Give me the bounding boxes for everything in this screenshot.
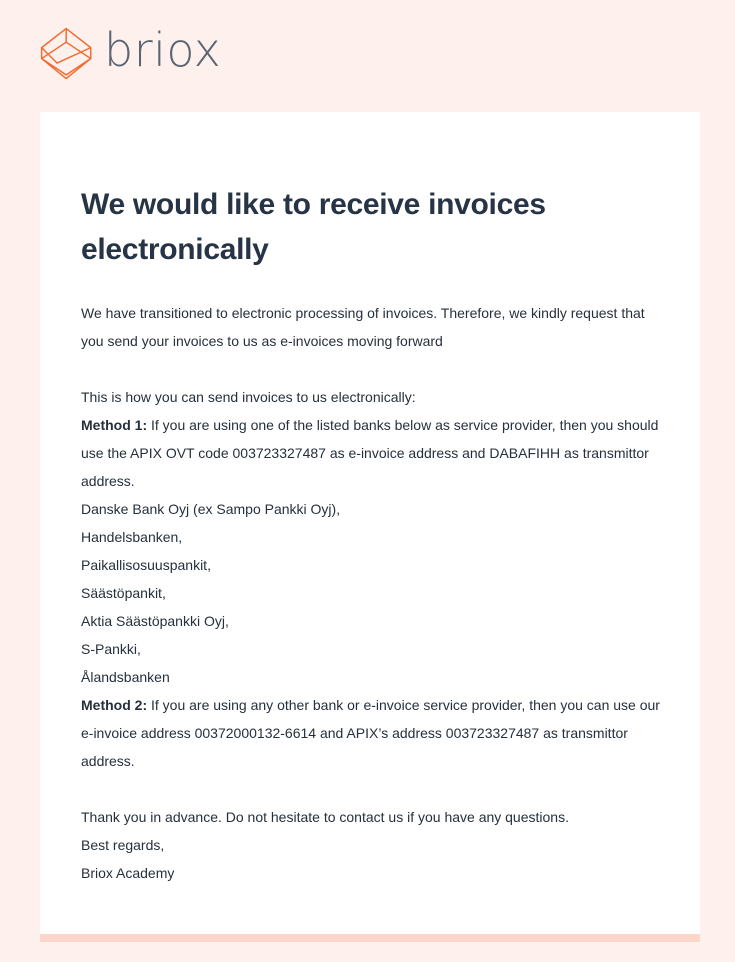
email-content <box>81 182 671 887</box>
closing-line: Thank you in advance. Do not hesitate to contact us if you have any questions. <box>81 809 569 825</box>
bank-list <box>81 495 671 691</box>
bank-item: Danske Bank Oyj (ex Sampo Pankki Oyj), <box>81 501 341 517</box>
bank-item: Aktia Säästöpankki Oyj, <box>81 613 229 629</box>
card-bottom-accent-bar <box>40 934 700 942</box>
method-2-paragraph <box>81 691 671 775</box>
email-title: We would like to receive invoices electronically <box>81 188 546 266</box>
method-2-label: Method 2: <box>81 697 148 713</box>
method-2-text: If you are using any other bank or e-invoice service provider, then you can use our e-invoice address 00372000132-6614 and APIX’s address 003723327487 as transmittor address. <box>81 697 660 769</box>
spacer <box>81 355 671 383</box>
method-1-label: Method 1: <box>81 417 148 433</box>
brand-wordmark: briox <box>104 23 222 77</box>
bank-item: Ålandsbanken <box>81 669 170 685</box>
method-1-paragraph <box>81 411 671 495</box>
email-card <box>40 112 700 934</box>
bank-item: S-Pankki, <box>81 641 141 657</box>
bank-item: Säästöpankit, <box>81 585 166 601</box>
signature: Briox Academy <box>81 865 175 881</box>
spacer <box>81 775 671 803</box>
briox-logo-icon <box>38 24 98 84</box>
method-1-text: If you are using one of the listed banks below as service provider, then you should use the APIX OVT code 003723327487 as e-invoice address and DABAFIHH as transmittor address. <box>81 417 659 489</box>
header <box>38 24 221 84</box>
bank-item: Handelsbanken, <box>81 529 183 545</box>
bank-item: Paikallisosuuspankit, <box>81 557 211 573</box>
intro-paragraph: We have transitioned to electronic processing of invoices. Therefore, we kindly request that you send your invoices to us as e-invoices moving forward <box>81 305 645 349</box>
regards-line: Best regards, <box>81 837 165 853</box>
email-body <box>81 299 671 887</box>
how-to-line: This is how you can send invoices to us electronically: <box>81 389 416 405</box>
